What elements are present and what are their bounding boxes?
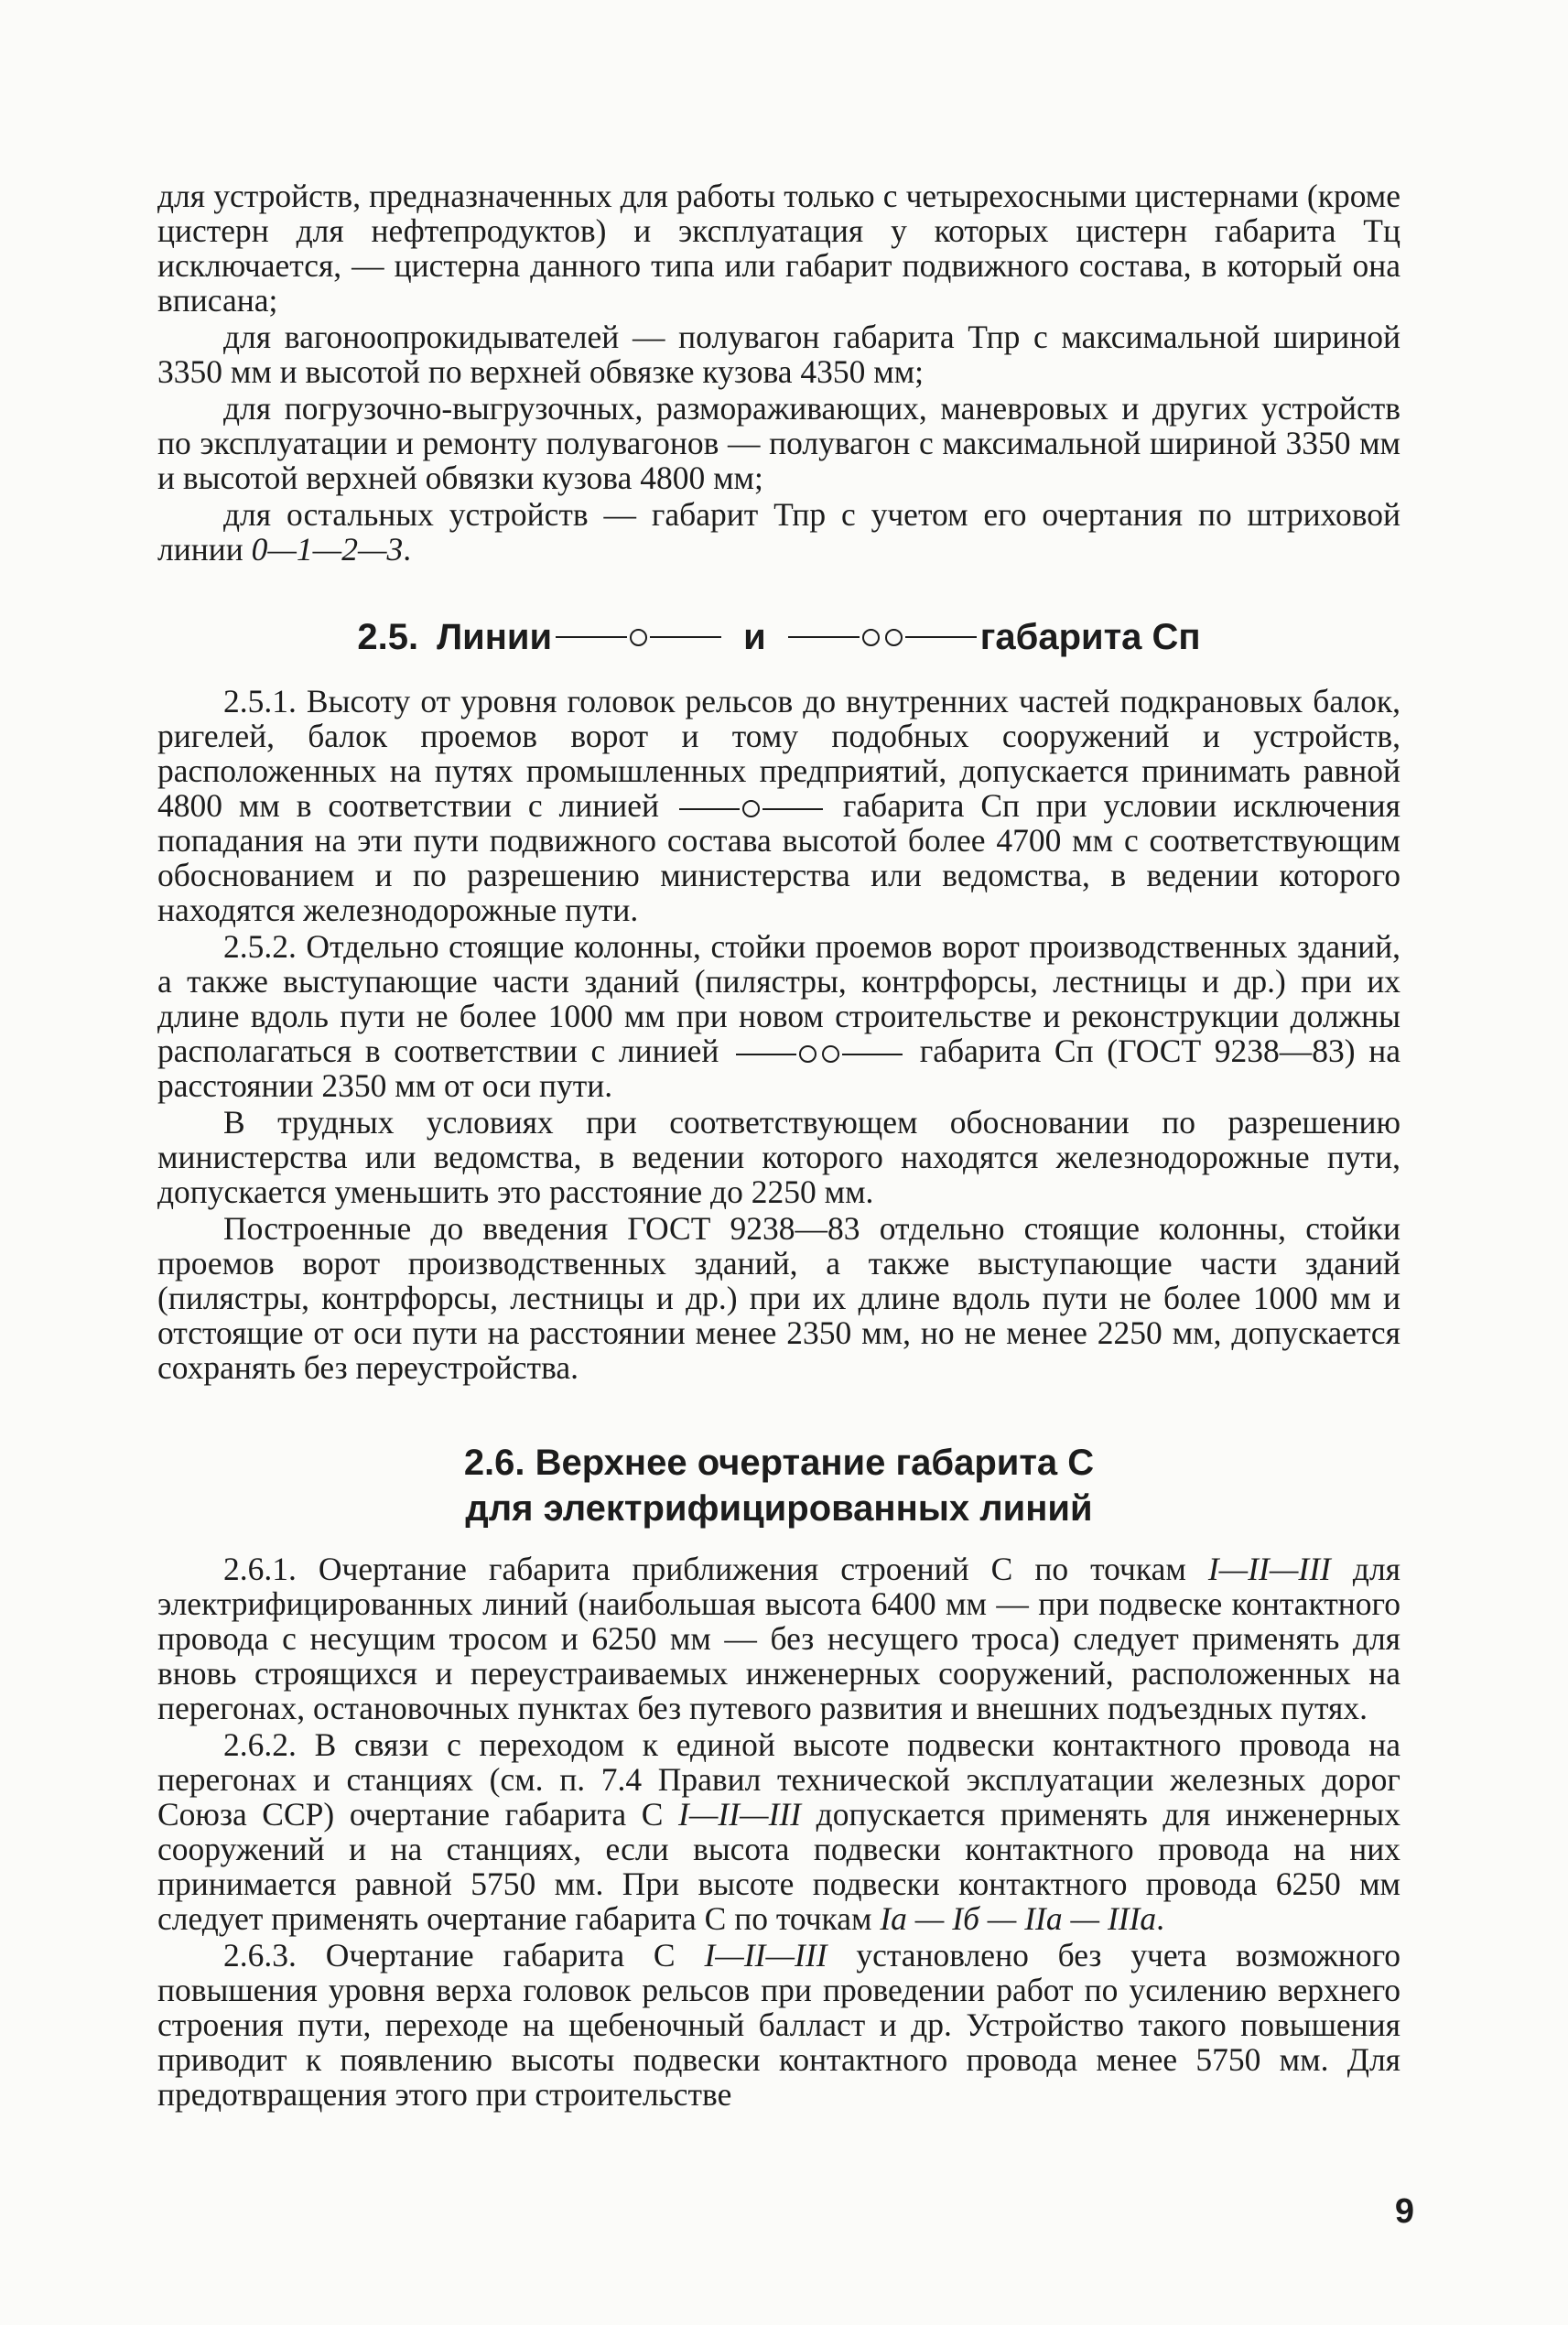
double-circle-line-icon <box>736 1045 903 1063</box>
page-content <box>157 178 1400 2114</box>
paragraph-text: 2.5.2. Отдельно стоящие колонны, стойки проемов ворот производственных зданий, а также выступающие части зданий (пилястры, контрфорсы, лестницы и др.) при их длине вдоль пути не более 1000 мм при новом строительстве и реконструкции должны располагаться в соответствии с линией <box>157 928 1400 1069</box>
paragraph-existing-structures: Построенные до введения ГОСТ 9238—83 отдельно стоящие колонны, стойки проемов ворот производственных зданий, а также выступающие части зданий (пилястры, контрфорсы, лестницы и др.) при их длине вдоль пути не более 1000 мм и отстоящие от оси пути на расстоянии менее 2350 мм, но не менее 2250 мм, допускается сохранять без переустройства. <box>157 1210 1400 1386</box>
section-word: и <box>743 617 766 657</box>
page-number: 9 <box>1394 2192 1414 2231</box>
paragraph-text: допускается применять для инженерных сооружений и на станциях, если высота подвески контактного провода на них принимается равной 5750 мм. При высоте подвески контактного провода 6250 мм следует применять очертание габарита С по точкам <box>157 1796 1400 1937</box>
paragraph-text: для электрифицированных линий (наибольшая высота 6400 мм — при подвеске контактного провода с несущим тросом и 6250 мм — без несущего троса) следует применять для вновь строящихся и переустраиваемых инженерных сооружений, расположенных на перегонах, остановочных пунктах без путевого развития и внешних подъездных путях. <box>157 1551 1400 1726</box>
paragraph-text: для остальных устройств — габарит Тпр с учетом его очертания по штриховой линии <box>157 496 1400 568</box>
paragraph-end: . <box>403 531 412 568</box>
paragraph-2-6-1 <box>157 1552 1400 1725</box>
section-number: 2.5. <box>357 617 419 657</box>
paragraph-2-6-2 <box>157 1727 1400 1936</box>
paragraph-text: габарита Сп (ГОСТ 9238—83) на расстоянии 2350 мм от оси пути. <box>157 1033 1401 1104</box>
paragraph-loading-devices: для погрузочно-выгрузочных, размораживающих, маневровых и других устройств по эксплуатации и ремонту полувагонов — полувагон с максимальной шириной 3350 мм и высотой верхней обвязки кузова 4800 мм; <box>157 390 1400 496</box>
paragraph-text: 2.6.3. Очертание габарита С <box>223 1937 705 1974</box>
paragraph-text: 2.6.2. В связи с переходом к единой высоте подвески контактного провода на перегонах и станциях (см. п. 7.4 Правил технической эксплуатации железных дорог Союза ССР) очертание габарита С <box>157 1726 1400 1833</box>
paragraph-car-dumpers: для вагоноопрокидывателей — полувагон габарита Тпр с максимальной шириной 3350 мм и высотой по верхней обвязке кузова 4350 мм; <box>157 319 1400 390</box>
paragraph-tank-devices: для устройств, предназначенных для работы только с четырехосными цистернами (кроме цистерн для нефтепродуктов) и эксплуатация у которых цистерн габарита Тц исключается, — цистерна данного типа или габарит подвижного состава, в который она вписана; <box>157 178 1400 319</box>
paragraph-2-6-3 <box>157 1938 1400 2112</box>
paragraph-text: 2.5.1. Высоту от уровня головок рельсов до внутренних частей подкрановых балок, ригелей, балок проемов ворот и тому подобных сооружений и устройств, расположенных на путях промышленных предприятий, допускается принимать равной 4800 мм в соответствии с линией <box>157 683 1400 824</box>
single-circle-line-icon <box>556 629 721 646</box>
section-word: габарита Сп <box>979 617 1201 657</box>
section-word: Линии <box>437 617 553 657</box>
paragraph-2-5-2 <box>157 929 1400 1103</box>
points-italic: I—II—III <box>704 1937 827 1974</box>
paragraph-other-devices <box>157 497 1400 567</box>
paragraph-2-5-1 <box>157 684 1400 927</box>
points-italic: I—II—III <box>1207 1551 1331 1587</box>
paragraph-difficult-conditions: В трудных условиях при соответствующем обосновании по разрешению министерства или ведомства, в ведении которого находятся железнодорожные пути, допускается уменьшить это расстояние до 2250 мм. <box>157 1104 1400 1210</box>
section-title-line: для электрифицированных линий <box>465 1488 1093 1529</box>
paragraph-text: установлено без учета возможного повышения уровня верха головок рельсов при проведении работ по усилению верхнего строения пути, переходе на щебеночный балласт и др. Устройство такого повышения приводит к появлению высоты подвески контактного провода менее 5750 мм. Для предотвращения этого при строительстве <box>157 1937 1400 2113</box>
paragraph-text: габарита Сп при условии исключения попадания на эти пути подвижного состава высотой более 4700 мм с соответствующим обоснованием и по разрешению министерства или ведомства, в ведении которого находятся железнодорожные пути. <box>157 787 1400 928</box>
points-italic: I—II—III <box>678 1796 802 1833</box>
line-points-italic: 0—1—2—3 <box>251 531 404 568</box>
section-title-line: 2.6. Верхнее очертание габарита С <box>463 1443 1095 1483</box>
section-2-5-heading <box>157 614 1400 660</box>
paragraph-end: . <box>1156 1900 1165 1937</box>
double-circle-line-icon <box>788 629 977 646</box>
paragraph-text: 2.6.1. Очертание габарита приближения строений С по точкам <box>223 1551 1208 1587</box>
single-circle-line-icon <box>679 800 823 817</box>
points-italic: Iа — Iб — IIа — IIIа <box>880 1900 1157 1937</box>
section-2-6-heading <box>157 1440 1400 1531</box>
